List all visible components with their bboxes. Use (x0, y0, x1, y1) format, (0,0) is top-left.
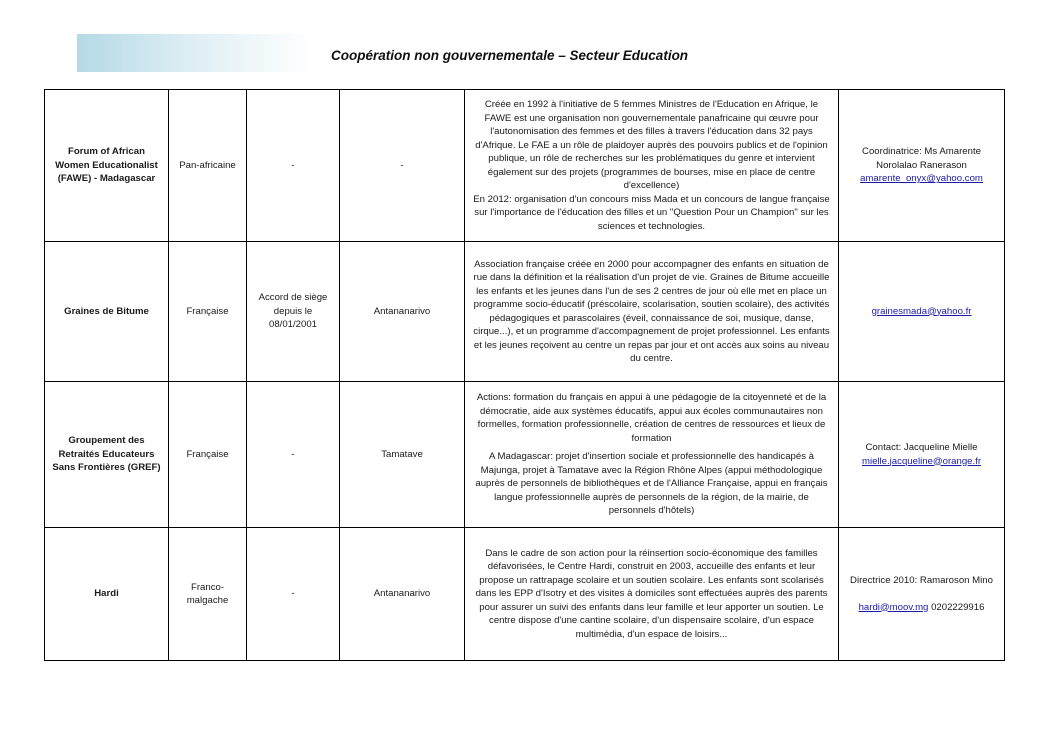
contact-cell (839, 528, 1005, 661)
agreement-cell: Accord de siège depuis le 08/01/2001 (247, 242, 340, 382)
description-paragraph: Créée en 1992 à l'initiative de 5 femmes Ministres de l'Education en Afrique, le FAWE est une organisation non gouvernementale panafricaine qui œuvre pour l'autonomisation des femmes et des filles à travers l'éducation dans 32 pays d'Afrique. Le FAE a un rôle de plaidoyer auprès des pouvoirs publics et de l'opinion publique, un rôle de recherches sur les problématiques du genre et intervient également sur des projets (programmes de bourses, mise en place de centre d'excellence) (475, 99, 828, 191)
contact-phone: 0202229916 (931, 601, 985, 613)
description-paragraph: Actions: formation du français en appui à une pédagogie de la citoyenneté et de la démocratie, aide aux systèmes éducatifs, appui aux écoles communautaires non formelles, formation professionnelle, création de centres de ressources et lieux de formation (476, 392, 827, 444)
description-paragraph: En 2012: organisation d'un concours miss Mada et un concours de langue française sur l'importance de l'éducation des filles et un "Question Pour un Champion" sur les sciences et technologies. (473, 193, 830, 232)
location-cell: Antananarivo (340, 242, 465, 382)
origin-cell: Française (169, 382, 247, 528)
agreement-cell: - (247, 382, 340, 528)
table-row (45, 382, 1005, 528)
origin-cell: Pan-africaine (169, 90, 247, 242)
contact-email-link[interactable]: mielle.jacqueline@orange.fr (861, 455, 982, 467)
org-name-cell: Groupement des Retraités Educateurs Sans Frontières (GREF) (45, 382, 169, 528)
contact-label: Directrice 2010: Ramaroson Mino (850, 575, 993, 586)
location-cell: - (340, 90, 465, 242)
description-cell (465, 382, 839, 528)
contact-cell (839, 382, 1005, 528)
org-name-cell: Forum of African Women Educationalist (FAWE) - Madagascar (45, 90, 169, 242)
table-row (45, 528, 1005, 661)
contact-label: Coordinatrice: Ms Amarente Norolalao Ranerason (862, 146, 981, 171)
description-paragraph: A Madagascar: projet d'insertion sociale et professionnelle des handicapés à Majunga, projet à Tamatave avec la Région Rhône Alpes (appui méthodologique auprès de personnels de bibliothèques et de l'Alliance Française, appui en français langue professionnelle auprès de personnels de la région, de la mairie, de personnels d'hôtels) (475, 451, 828, 517)
table-row (45, 90, 1005, 242)
contact-label: Contact: Jacqueline Mielle (865, 442, 978, 453)
origin-cell: Française (169, 242, 247, 382)
header-banner (77, 34, 313, 72)
contact-email-link[interactable]: grainesmada@yahoo.fr (871, 305, 972, 317)
org-name-cell: Graines de Bitume (45, 242, 169, 382)
description-paragraph: Association française créée en 2000 pour accompagner des enfants en situation de rue dans la définition et la réalisation d'un projet de vie. Graines de Bitume accueille les enfants et les jeunes dans l'un de ses 2 centres de jour où elle met en place un programme socio-éducatif (préscolaire, scolarisation, soutien scolaire), des activités pédagogiques et parascolaires (éveil, connaissance de soi, musique, danse, cirque...), et un programme d'accompagnement de projet professionnel. Les enfants et les jeunes reçoivent au centre un repas par jour et ont accès aux soins au niveau du centre. (473, 258, 830, 364)
location-cell: Tamatave (340, 382, 465, 528)
description-cell (465, 242, 839, 382)
contact-email-link[interactable]: hardi@moov.mg (858, 601, 929, 613)
location-cell: Antananarivo (340, 528, 465, 661)
description-cell (465, 90, 839, 242)
table-row (45, 242, 1005, 382)
description-cell (465, 528, 839, 661)
contact-email-link[interactable]: amarente_onyx@yahoo.com (860, 173, 983, 185)
contact-cell (839, 242, 1005, 382)
page-title: Coopération non gouvernementale – Secteur Education (331, 48, 689, 63)
agreement-cell: - (247, 528, 340, 661)
description-paragraph: Dans le cadre de son action pour la réinsertion socio-économique des familles défavorisées, le Centre Hardi, construit en 2003, accueille des enfants et leur propose un rattrapage scolaire et un soutien scolaire. Les enfants sont scolarisés dans les EPP d'Isotry et des visites à domiciles sont effectuées auprès des parents pour assurer un suivi des enfants dans leur famille et leur apporter un soutien. Le centre dispose d'une cantine scolaire, d'un dispensaire scolaire, d'un espace multimédia, d'un espace de loisirs... (475, 547, 828, 640)
contact-line (845, 601, 998, 615)
contact-cell (839, 90, 1005, 242)
origin-cell: Franco-malgache (169, 528, 247, 661)
org-name-cell: Hardi (45, 528, 169, 661)
organizations-table (44, 89, 1005, 661)
agreement-cell: - (247, 90, 340, 242)
